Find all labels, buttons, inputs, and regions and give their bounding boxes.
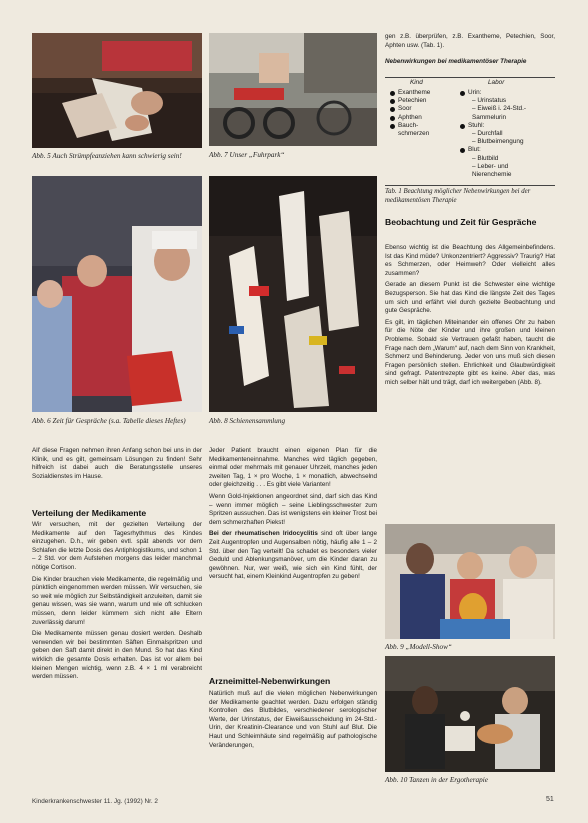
paragraph: Natürlich muß auf die vielen möglichen Nebenwirkungen der Medikamente geachtet werden. Dazu erfolgen ständig Kontrollen des Blutbildes, verschiedener serologischer Werte, der Urinstatus, der Eiweißausscheidung im 24-Std.-Urin, der Kreatinin-Clearance und von Stuhl auf Blut. Die Haut und Schleimhäute sind regelmäßig auf pathologische Veränderungen, bbox=[209, 690, 377, 749]
paragraph: Die Kinder brauchen viele Medikamente, die regelmäßig und pünktlich eingenommen werden müssen. Wir versuchen, sie so weit wie möglich zur Selbständigkeit anzuleiten, damit sie genau wissen, was sie wann, warum und wie oft schlucken müssen, denn leider kümmern sich nicht alle Eltern zuverlässig darum! bbox=[32, 575, 202, 626]
heading-side-effects: Arzneimittel-Nebenwirkungen bbox=[209, 676, 331, 686]
caption-abb5: Abb. 5 Auch Strümpfeanziehen kann schwierig sein! bbox=[32, 152, 182, 160]
paragraph: All' diese Fragen nehmen ihren Anfang schon bei uns in der Klinik, und es gilt, gemeinsam Lösungen zu finden! Sehr hilfreich ist dabei auch die Beratungsstelle unseres Sozialdienstes im Hause. bbox=[32, 447, 202, 480]
table-labor-item: Urin: bbox=[460, 89, 555, 97]
table-labor-item: – Leber- und bbox=[472, 162, 509, 170]
table-labor-item: – Durchfall bbox=[472, 130, 503, 138]
paragraph: Es gilt, im täglichen Miteinander ein offenes Ohr zu haben für die Nöte der Kinder und ihre großen und kleinen Probleme. Sobald sie Vertrauen gefaßt haben, taucht die Frage nach dem „Warum“ auf, nach dem Sinn von Krankheit, Schmerz und Behinderung. Jeder von uns muß sich diesen Fragen persönlich stellen. Ehrlichkeit und Glaubwürdigkeit sind gefragt. Patentrezepte gibt es keine. Aber das, was mich selber hält und trägt, darf ich weitergeben (Abb. 8). bbox=[385, 318, 555, 386]
photo-stockings bbox=[32, 33, 202, 148]
table-col-header-kind: Kind bbox=[410, 79, 423, 86]
table-caption: Tab. 1 Beachtung möglicher Nebenwirkungen bei der medikamentösen Therapie bbox=[385, 188, 531, 204]
table-rule bbox=[385, 77, 555, 78]
table-list-kind bbox=[390, 89, 460, 138]
caption-abb7: Abb. 7 Unser „Fuhrpark“ bbox=[209, 151, 285, 159]
table-col-header-labor: Labor bbox=[488, 79, 505, 86]
caption-abb10: Abb. 10 Tanzen in der Ergotherapie bbox=[385, 776, 488, 784]
paragraph: Die Medikamente müssen genau dosiert werden. Deshalb verwenden wir bei bestimmten Säften Einmalspritzen und geben den Saft damit direkt in den Mund. So hat das Kind wirklich die gesamte Dosis erhalten. Das ist vor allem bei kleinen Mengen wichtig, wenn z.B. 4 × 1 ml verabreicht werden müssen. bbox=[32, 630, 202, 681]
paragraph: Wenn Gold-Injektionen angeordnet sind, darf sich das Kind – wenn immer möglich – seine Lieblingsschwester zum Spritzen aussuchen. Das ist wenigstens ein kleiner Trost bei dem schmerzhaften Piekst! bbox=[209, 492, 377, 526]
table-kind-item: Exantheme bbox=[390, 89, 460, 97]
caption-abb9: Abb. 9 „Modell-Show“ bbox=[385, 643, 452, 651]
paragraph: gen z.B. überprüfen, z.B. Exantheme, Petechien, Soor, Aphten usw. (Tab. 1). bbox=[385, 33, 555, 49]
table-labor-item: Blut: bbox=[460, 146, 555, 154]
table-labor-item: – Blutbild bbox=[472, 154, 499, 162]
photo-vehicles bbox=[209, 33, 377, 146]
heading-observation: Beobachtung und Zeit für Gespräche bbox=[385, 217, 537, 227]
photo-conversation bbox=[32, 176, 202, 412]
table-labor-item: Stuhl: bbox=[460, 122, 555, 130]
paragraph: Ebenso wichtig ist die Beachtung des Allgemeinbefindens. Ist das Kind müde? Unkonzentriert? Aggressiv? Traurig? Hat es Schmerzen, oder Heimweh? Oder vielleicht alles zusammen? bbox=[385, 244, 555, 277]
right-top bbox=[385, 33, 555, 53]
table-labor-item: Sammelurin bbox=[472, 113, 507, 121]
table-title-text: Nebenwirkungen bei medikamentöser Therapie bbox=[385, 58, 527, 65]
heading-medication-distribution: Verteilung der Medikamente bbox=[32, 508, 147, 518]
mid-body bbox=[209, 447, 377, 585]
photo-model-show bbox=[385, 524, 555, 639]
caption-abb6: Abb. 6 Zeit für Gespräche (s.a. Tabelle dieses Heftes) bbox=[32, 417, 186, 425]
table-kind-item: Soor bbox=[390, 105, 460, 113]
table-list-labor bbox=[460, 89, 555, 179]
table-kind-item: Petechien bbox=[390, 97, 460, 105]
mid-body-2 bbox=[209, 690, 377, 753]
left-body bbox=[32, 521, 202, 685]
left-intro bbox=[32, 447, 202, 484]
photo-dancing bbox=[385, 656, 555, 772]
caption-abb8: Abb. 8 Schienensammlung bbox=[209, 417, 286, 425]
right-body bbox=[385, 244, 555, 391]
table-rule-bottom bbox=[385, 185, 555, 186]
table-labor-item: Nierenchemie bbox=[472, 171, 512, 179]
paragraph: Gerade an diesem Punkt ist die Schwester eine wichtige Bezugsperson. Sie hat das Kind die längste Zeit des Tages um sich und erfährt viel durch gezielte Beobachtung und gute Gespräche. bbox=[385, 281, 555, 315]
paragraph-rest: sind oft über lange Zeit Augentropfen und Augensalben nötig, häufig alle 1 – 2 Std. über den Tag verteilt! Da schadet es besonders vieler Geduld und Ablenkungsmanöver, um die Kinder daran zu gewöhnen. Nur, wer weiß, wie sich ein Kind fühlt, der versucht hat, einem Kleinkind Augentropfen zu geben! bbox=[209, 530, 378, 581]
table-kind-item: Aphthen bbox=[390, 114, 460, 122]
footer-journal: Kinderkrankenschwester 11. Jg. (1992) Nr. 2 bbox=[32, 798, 158, 805]
paragraph: Wir versuchen, mit der gezielten Verteilung der Medikamente auf den Tagesrhythmus des Kindes einzugehen. D.h., wir geben evtl. spät abends vor dem Schlafen die letzte Dosis des Antiphlogistikums, und schon 1 – 2 Std. vor dem Aufstehen morgens das leider manchmal nötige Cortison. bbox=[32, 521, 202, 571]
table-kind-item: schmerzen bbox=[398, 130, 430, 138]
table-labor-item: – Eiweiß i. 24-Std.- bbox=[472, 105, 526, 113]
paragraph: Jeder Patient braucht einen eigenen Plan für die Medikamenteneinnahme. Manches wird täglich gegeben, einmal oder mehrmals mit genauer Uhrzeit, manches jeden zweiten Tag, 1 × pro Woche, 1 × monatlich, abwechselnd oder gleichzeitig . . . Es gibt viele Varianten! bbox=[209, 447, 377, 489]
table-labor-item: – Blutbeimengung bbox=[472, 138, 524, 146]
photo-splints bbox=[209, 176, 377, 412]
page-number: 51 bbox=[546, 796, 554, 803]
lead-in: Bei der rheumatischen Iridocyclitis bbox=[209, 530, 318, 538]
table-title bbox=[385, 58, 555, 67]
paragraph bbox=[209, 530, 377, 582]
table-labor-item: – Urinstatus bbox=[472, 97, 507, 105]
table-kind-item: Bauch- bbox=[390, 122, 460, 130]
